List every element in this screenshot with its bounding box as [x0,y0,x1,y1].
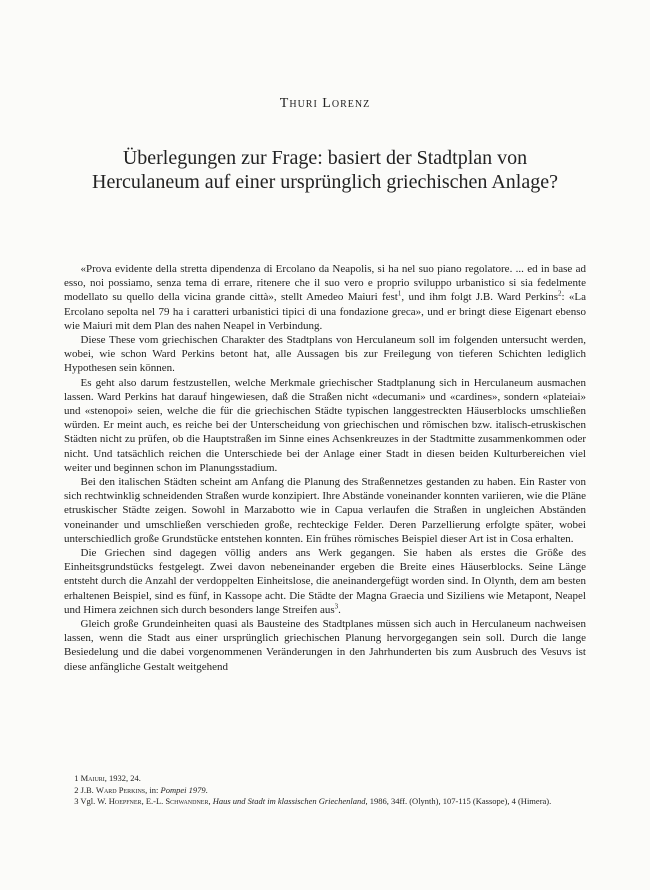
text-run: Es geht also darum festzustellen, welche Merkmale griechischer Stadtplanung sich in Herculaneum ausmachen lassen. Ward Perkins hat darauf hingewiesen, daß die Straßen nicht «decumani» und «cardines», sondern «plateiai» und «stenopoi» seien, welche die für die griechischen Städte typischen langgestreckten Häuserblocks umschließen würden. Er meint auch, es reiche bei der Unterscheidung von griechischen und römischen bzw. italisch-etruskischen Städten nicht zu prüfen, ob die Hauptstraßen im Sinne eines Achsenkreuzes in der Stadtmitte zusammenkommen oder nicht. Und tatsächlich reichen die Unterschiede bei der Anlage einer Stadt in diesen beiden Kulturbereichen viel weiter und beginnen schon im Planungsstadium. [64,376,586,474]
paragraph [64,376,586,475]
footnote-ref: 2 [558,289,562,298]
article-body [64,262,586,674]
text-run: Bei den italischen Städten scheint am Anfang die Planung des Straßennetzes gestanden zu haben. Ein Raster von sich rechtwinklig schneidenden Straßen wurde konzipiert. Ihre Abstände voneinander konnten variieren, wie die Pläne etruskischer Städte zeigen. Sowohl in Marzabotto wie in Capua verlaufen die Straßen in ungleichen Abständen voneinander und umschließen verschieden große, rechteckige Felder. Deren Parzellierung erfolgte später, wobei unterschiedlich große Grundstücke entstehen konnten. Ein frühes römisches Beispiel dieser Art ist in Cosa erhalten. [64,476,586,545]
text-run: Pompei 1979 [160,784,206,795]
author-name: Thuri Lorenz [279,96,371,111]
text-run: Hoepfner [108,796,142,806]
text-run: . [338,603,341,616]
text-run: Maiuri [80,773,105,783]
paragraph [64,475,586,546]
text-run: Die Griechen sind dagegen völlig anders ans Werk gegangen. Sie haben als erstes die Größe des Einheitsgrundstücks festgelegt. Zwei davon nebeneinander ergeben die Breite eines Häuserblocks. Seine Länge entsteht durch die Anzahl der verdoppelten Einheitslose, die aneinandergefügt worden sind. In Olynth, dem am besten erhaltenen Beispiel, sind es fünf, in Kassope acht. Die Städte der Magna Graecia und Siziliens wie Metapont, Neapel und Himera zeichnen sich durch besonders lange Streifen aus [64,547,586,616]
text-run: . [205,784,208,795]
text-run: 3 Vgl. W. [74,796,109,806]
footnote [64,796,586,808]
text-run: Schwandner [165,796,209,806]
text-run: 2 J.B. [74,784,96,795]
text-run: 1 [74,773,81,783]
text-run: : «La Ercolano sepolta nel 79 ha i caratteri urbanistici tipici di una fondazione greca», und er bringt diese Eigenart ebenso wie Maiuri mit dem Plan des nahen Neapel in Verbindung. [64,291,586,332]
text-run: , 1932, 24. [104,773,141,783]
text-run: , 1986, 34ff. (Olynth), 107-115 (Kassope), 4 (Himera). [365,796,552,806]
article-title [60,146,590,194]
footnote [64,785,586,797]
paragraph [64,617,586,674]
paragraph [64,546,586,617]
text-run: , E.-L. [141,796,166,806]
text-run: , [208,796,213,806]
text-run: , und ihm folgt J.B. Ward Perkins [401,291,558,304]
text-run: Haus und Stadt im klassischen Griechenland [212,796,366,806]
text-run: Diese These vom griechischen Charakter des Stadtplans von Herculaneum soll im folgenden untersucht werden, wobei, wie schon Ward Perkins betont hat, alle Aussagen bis zur Freilegung von tieferen Schichten lediglich Hypothesen sein können. [64,334,586,375]
paragraph [64,262,586,333]
footnote-ref: 1 [397,289,402,298]
text-run: Ward Perkins [95,784,146,795]
footnotes [64,773,586,808]
title-line-2: Herculaneum auf einer ursprünglich griechischen Anlage? [92,171,558,193]
text-run: , in: [145,784,161,795]
text-run: Gleich große Grundeinheiten quasi als Bausteine des Stadtplanes müssen sich auch in Herculaneum nachweisen lassen, wenn die Stadt aus einer ursprünglich griechischen Planung hervorgegangen sein soll. Durch die lange Besiedelung und die dabei vorgenommenen Veränderungen in den Jahrhunderten bis zum Ausbruch des Vesuvs ist diese anfängliche Gestalt weitgehend [64,618,586,673]
footnote-ref: 3 [334,602,339,611]
title-line-1: Überlegungen zur Frage: basiert der Stadtplan von [122,147,528,169]
footnote [64,773,586,785]
paragraph [64,333,586,376]
text-run: «Prova evidente della stretta dipendenza di Ercolano da Neapolis, si ha nel suo piano regolatore. ... ed in base ad esso, noi possiamo, senza tema di errare, ritenere che il suo vero e proprio sviluppo urbanistico si sia fedelmente modellato su quello della vicina grande città», stellt Amedeo Maiuri fest [64,263,586,304]
